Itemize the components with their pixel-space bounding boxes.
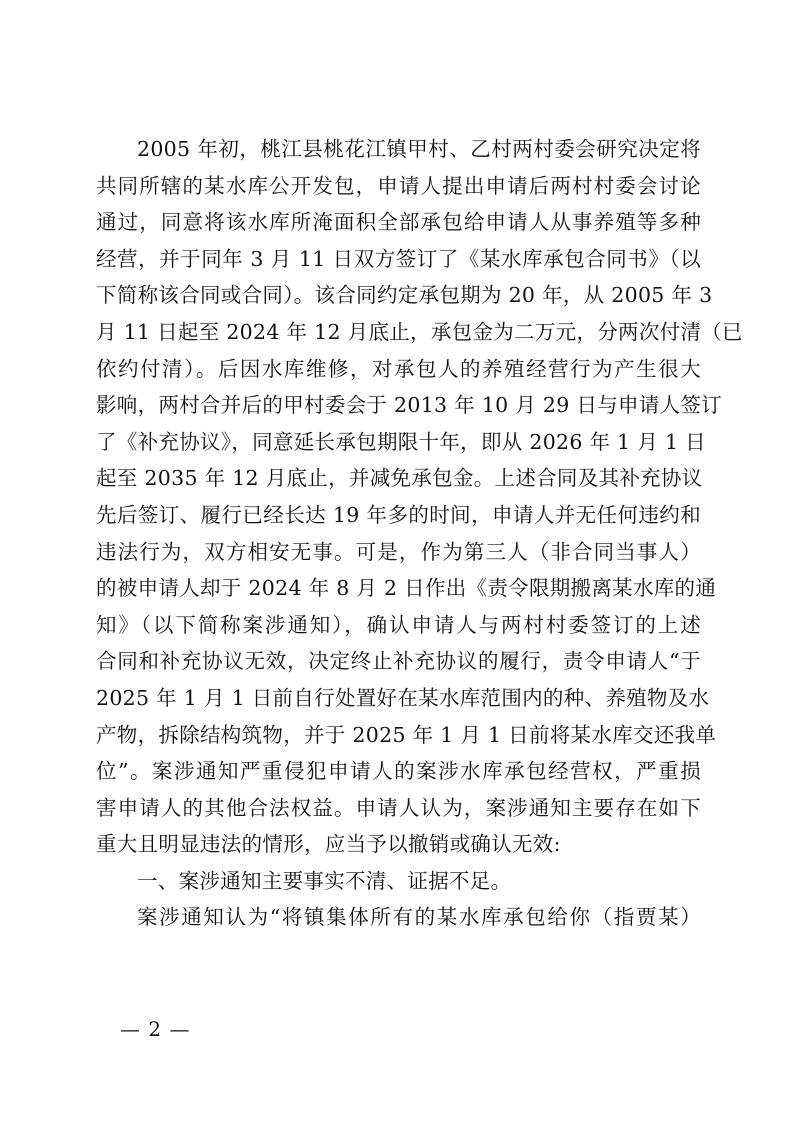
text-line: 案涉通知认为“将镇集体所有的某水库承包给你（指贾某） xyxy=(137,905,701,930)
text-line: 经营，并于同年 3 月 11 日双方签订了《某水库承包合同书》（以 xyxy=(96,246,701,271)
paragraph-1 xyxy=(96,131,743,863)
text-line: 了《补充协议》，同意延长承包期限十年，即从 2026 年 1 月 1 日 xyxy=(96,429,706,454)
text-line: 的被申请人却于 2024 年 8 月 2 日作出《责令限期搬离某水库的通 xyxy=(96,576,717,601)
text-line: 下简称该合同或合同）。该合同约定承包期为 20 年，从 2005 年 3 xyxy=(96,283,713,308)
paragraph-2 xyxy=(96,899,701,936)
text-line: 影响，两村合并后的甲村委会于 2013 年 10 月 29 日与申请人签订 xyxy=(96,393,723,418)
text-line: 2005 年初，桃江县桃花江镇甲村、乙村两村委会研究决定将 xyxy=(137,137,701,161)
text-line: 害申请人的其他合法权益。申请人认为，案涉通知主要存在如下 xyxy=(96,795,701,820)
text-line: 重大且明显违法的情形，应当予以撤销或确认无效: xyxy=(96,832,561,857)
text-line: 合同和补充协议无效，决定终止补充协议的履行，责令申请人“于 xyxy=(96,649,701,674)
document-body xyxy=(96,131,743,936)
text-line: 先后签订、履行已经长达 19 年多的时间，申请人并无任何违约和 xyxy=(96,502,701,527)
text-line: 一、案涉通知主要事实不清、证据不足。 xyxy=(137,868,512,893)
text-line: 起至 2035 年 12 月底止，并减免承包金。上述合同及其补充协议 xyxy=(96,466,703,491)
text-line: 月 11 日起至 2024 年 12 月底止，承包金为二万元，分两次付清（已 xyxy=(96,319,743,344)
text-line: 共同所辖的某水库公开发包，申请人提出申请后两村村委会讨论 xyxy=(96,173,701,198)
text-line: 2025 年 1 月 1 日前自行处置好在某水库范围内的种、养殖物及水 xyxy=(96,685,710,710)
text-line: 知》（以下简称案涉通知），确认申请人与两村村委签订的上述 xyxy=(96,612,701,637)
text-line: 通过，同意将该水库所淹面积全部承包给申请人从事养殖等多种 xyxy=(96,210,701,235)
text-line: 产物，拆除结构筑物，并于 2025 年 1 月 1 日前将某水库交还我单 xyxy=(96,722,717,747)
text-line: 依约付清）。后因水库维修，对承包人的养殖经营行为产生很大 xyxy=(96,356,701,381)
page-number: — 2 — xyxy=(120,1017,191,1041)
text-line: 位”。案涉通知严重侵犯申请人的案涉水库承包经营权，严重损 xyxy=(96,759,701,784)
section-heading-1 xyxy=(96,863,701,900)
text-line: 违法行为，双方相安无事。可是，作为第三人（非合同当事人） xyxy=(96,539,701,564)
